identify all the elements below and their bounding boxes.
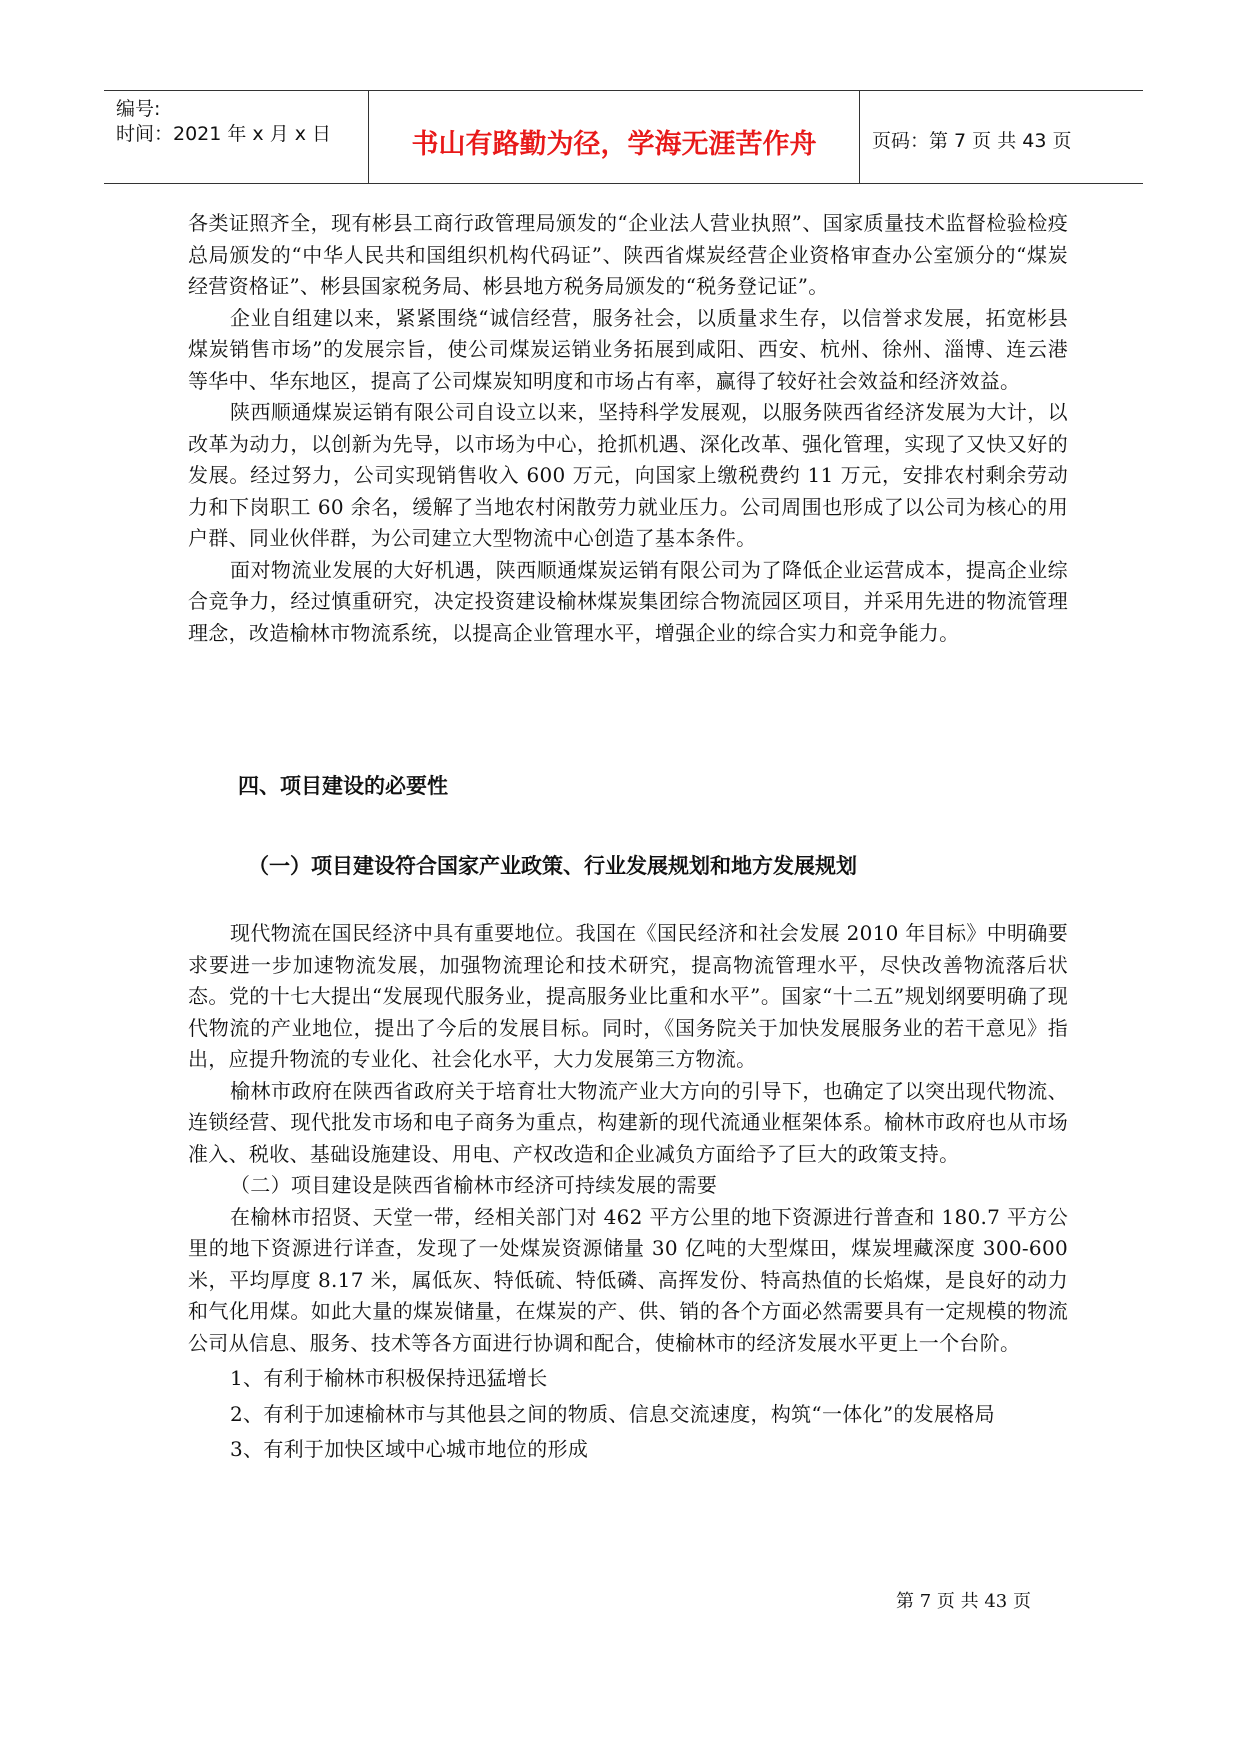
page-footer: 第 7 页 共 43 页	[896, 1591, 1031, 1612]
paragraph: 在榆林市招贤、天堂一带，经相关部门对 462 平方公里的地下资源进行普查和 180.7 平方公里的地下资源进行详查，发现了一处煤炭资源储量 30 亿吨的大型煤田，煤炭埋藏深度 300-600 米，平均厚度 8.17 米，属低灰、特低硫、特低磷、高挥发份、特高热值的长焰煤，是良好的动力和气化用煤。如此大量的煤炭储量，在煤炭的产、供、销的各个方面必然需要具有一定规模的物流公司从信息、服务、技术等各方面进行协调和配合，使榆林市的经济发展水平更上一个台阶。	[188, 1204, 1068, 1355]
paragraph: 现代物流在国民经济中具有重要地位。我国在《国民经济和社会发展 2010 年目标》中明确要求要进一步加速物流发展，加强物流理论和技术研究，提高物流管理水平，尽快改善物流落后状态。党的十七大提出“发展现代服务业，提高服务业比重和水平”。国家“十二五”规划纲要明确了现代物流的产业地位，提出了今后的发展目标。同时，《国务院关于加快发展服务业的若干意见》指出，应提升物流的专业化、社会化水平，大力发展第三方物流。	[188, 921, 1068, 1071]
paragraph: 各类证照齐全，现有彬县工商行政管理局颁发的“企业法人营业执照”、国家质量技术监督检验检疫总局颁发的“中华人民共和国组织机构代码证”、陕西省煤炭经营企业资格审查办公室颁分的“煤炭经营资格证”、彬县国家税务局、彬县地方税务局颁发的“税务登记证”。	[188, 211, 1068, 298]
document-time-label: 时间：2021 年 x 月 x 日	[116, 123, 332, 145]
paragraph: 面对物流业发展的大好机遇，陕西顺通煤炭运销有限公司为了降低企业运营成本，提高企业综合竞争力，经过慎重研究，决定投资建设榆林煤炭集团综合物流园区项目，并采用先进的物流管理理念，改造榆林市物流系统，以提高企业管理水平，增强企业的综合实力和竞争能力。	[188, 557, 1068, 645]
header-motto: 书山有路勤为径，学海无涯苦作舟	[411, 129, 817, 160]
list-item: 3、有利于加快区域中心城市地位的形成	[230, 1437, 589, 1461]
document-header	[104, 90, 1143, 184]
list-item: 1、有利于榆林市积极保持迅猛增长	[230, 1366, 548, 1390]
header-page-info: 页码：第 7 页 共 43 页	[872, 130, 1072, 152]
list-item: 2、有利于加速榆林市与其他县之间的物质、信息交流速度，构筑“一体化”的发展格局	[230, 1401, 995, 1426]
paragraph: 陕西顺通煤炭运销有限公司自设立以来，坚持科学发展观，以服务陕西省经济发展为大计，以改革为动力，以创新为先导，以市场为中心，抢抓机遇、深化改革、强化管理，实现了又快又好的发展。经过努力，公司实现销售收入 600 万元，向国家上缴税费约 11 万元，安排农村剩余劳动力和下岗职工 60 余名，缓解了当地农村闲散劳力就业压力。公司周围也形成了以公司为核心的用户群、同业伙伴群，为公司建立大型物流中心创造了基本条件。	[188, 400, 1068, 550]
document-number-label: 编号:	[116, 98, 161, 120]
section-necessity	[188, 918, 1068, 1466]
header-left-cell	[104, 91, 368, 183]
header-right-cell	[860, 91, 1143, 183]
paragraph: 企业自组建以来，紧紧围绕“诚信经营，服务社会，以质量求生存，以信誉求发展，拓宽彬县煤炭销售市场”的发展宗旨，使公司煤炭运销业务拓展到咸阳、西安、杭州、徐州、淄博、连云港等华中、华东地区，提高了公司煤炭知明度和市场占有率，赢得了较好社会效益和经济效益。	[188, 305, 1068, 393]
subsection-title: （二）项目建设是陕西省榆林市经济可持续发展的需要	[230, 1173, 718, 1197]
section-company-background	[188, 208, 1068, 649]
section-heading: 四、项目建设的必要性	[238, 774, 448, 798]
header-center-cell	[368, 91, 860, 183]
subsection-heading: （一）项目建设符合国家产业政策、行业发展规划和地方发展规划	[248, 854, 857, 878]
paragraph: 榆林市政府在陕西省政府关于培育壮大物流产业大方向的引导下，也确定了以突出现代物流、连锁经营、现代批发市场和电子商务为重点，构建新的现代流通业框架体系。榆林市政府也从市场准入、税收、基础设施建设、用电、产权改造和企业减负方面给予了巨大的政策支持。	[188, 1078, 1068, 1166]
